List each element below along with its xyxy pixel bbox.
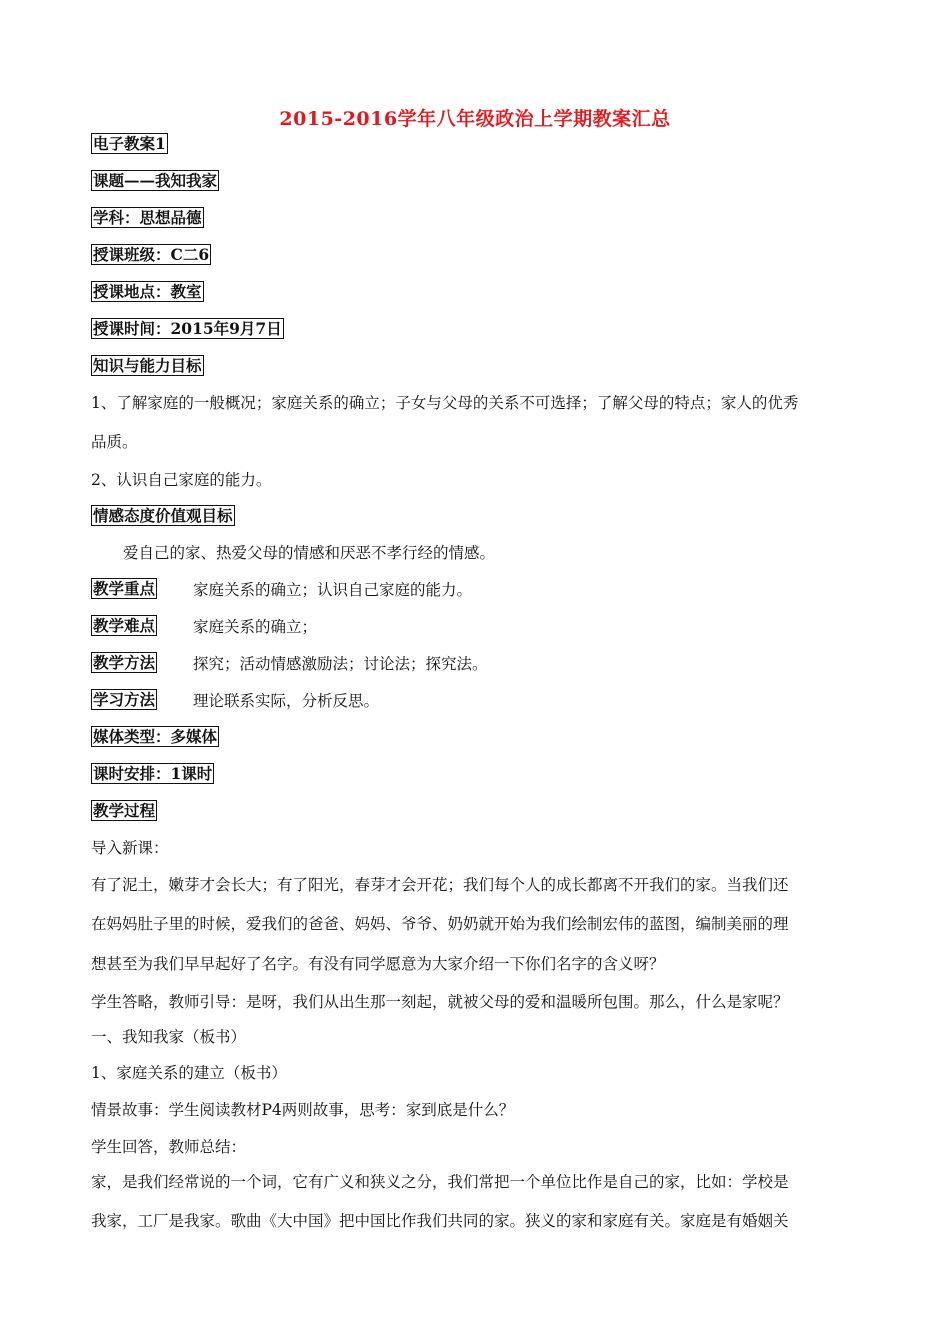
location: 授课地点：教室 (93, 282, 202, 301)
key-point-value: 家庭关系的确立；认识自己家庭的能力。 (193, 581, 473, 599)
emotion-goal-heading: 情感态度价值观目标 (93, 506, 233, 525)
body-line: 在妈妈肚子里的时候，爱我们的爸爸、妈妈、爷爷、奶奶就开始为我们绘制宏伟的蓝图，编制美丽的理 (91, 915, 789, 933)
schedule: 课时安排：1课时 (93, 764, 213, 783)
body-line: 我家，工厂是我家。歌曲《大中国》把中国比作我们共同的家。狭义的家和家庭有关。家庭是有婚姻关 (91, 1212, 789, 1230)
knowledge-goal-1-line-2: 品质。 (91, 433, 138, 451)
lesson-time: 授课时间：2015年9月7日 (93, 319, 282, 338)
body-line: 导入新课： (91, 839, 169, 857)
key-point-label: 教学重点 (93, 579, 156, 598)
process-heading: 教学过程 (93, 801, 156, 820)
emotion-goal-text: 爱自己的家、热爱父母的情感和厌恶不孝行经的情感。 (123, 544, 496, 562)
subject: 学科：思想品德 (93, 208, 202, 227)
knowledge-goal-heading: 知识与能力目标 (93, 356, 202, 375)
teaching-method-label: 教学方法 (93, 653, 156, 672)
class-name: 授课班级：C二6 (93, 245, 210, 264)
body-line: 情景故事：学生阅读教材P4两则故事，思考：家到底是什么？ (91, 1101, 515, 1119)
body-line: 想甚至为我们早早起好了名字。有没有同学愿意为大家介绍一下你们名字的含义呀？ (91, 955, 665, 973)
lesson-number: 电子教案1 (93, 134, 166, 153)
document-title: 2015-2016学年八年级政治上学期教案汇总 (279, 108, 671, 130)
body-line: 有了泥土，嫩芽才会长大；有了阳光，春芽才会开花；我们每个人的成长都离不开我们的家。当我们还 (91, 876, 789, 894)
lesson-topic: 课题——我知我家 (93, 171, 218, 190)
body-line: 一、我知我家（板书） (91, 1028, 247, 1046)
body-line: 1、家庭关系的建立（板书） (91, 1064, 287, 1082)
learning-method-value: 理论联系实际，分析反思。 (193, 692, 380, 710)
difficulty-value: 家庭关系的确立； (193, 618, 318, 636)
knowledge-goal-1-line-1: 1、了解家庭的一般概况；家庭关系的确立；子女与父母的关系不可选择；了解父母的特点；家人的优秀 (91, 394, 799, 412)
body-line: 学生回答，教师总结： (91, 1138, 247, 1156)
learning-method-label: 学习方法 (93, 690, 156, 709)
knowledge-goal-2: 2、认识自己家庭的能力。 (91, 471, 272, 489)
teaching-method-value: 探究；活动情感激励法；讨论法；探究法。 (193, 655, 488, 673)
body-line: 家，是我们经常说的一个词，它有广义和狭义之分，我们常把一个单位比作是自己的家，比如：学校是 (91, 1173, 789, 1191)
media-type: 媒体类型：多媒体 (93, 727, 218, 746)
difficulty-label: 教学难点 (93, 616, 156, 635)
body-line: 学生答略，教师引导：是呀，我们从出生那一刻起，就被父母的爱和温暖所包围。那么，什么是家呢？ (91, 993, 789, 1011)
